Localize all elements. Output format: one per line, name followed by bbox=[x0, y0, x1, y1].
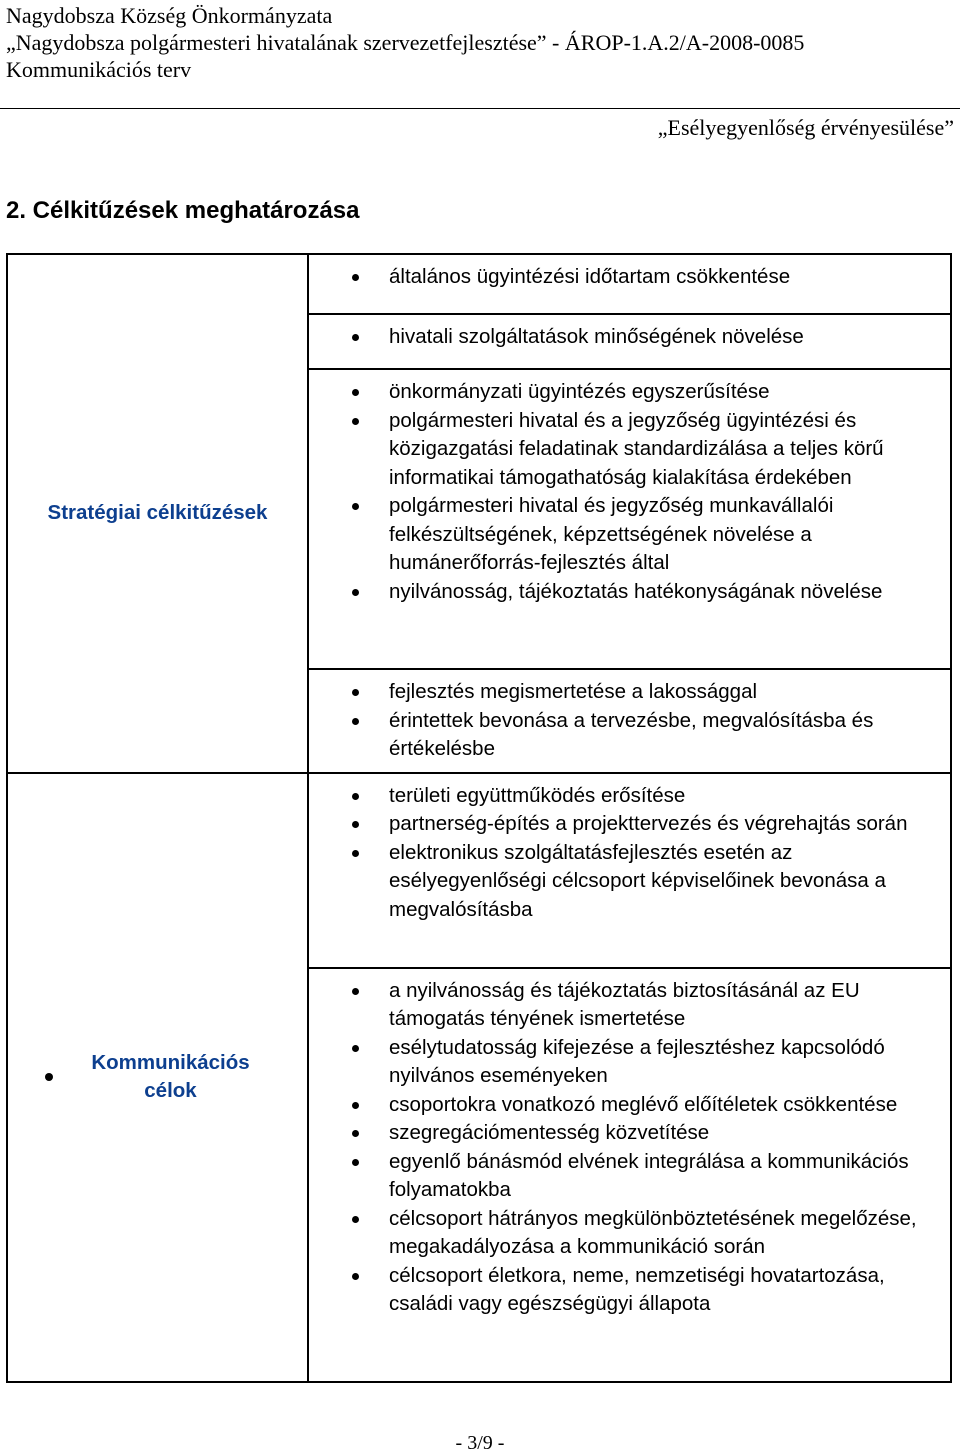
goal-list-item: hivatali szolgáltatások minőségének növelése bbox=[309, 323, 942, 352]
group1-cell bbox=[308, 254, 951, 314]
goal-list-item: polgármesteri hivatal és jegyzőség munkavállalói felkészültségének, képzettségének növelése a humánerőforrás-fejlesztés által bbox=[309, 492, 942, 578]
group5-cell bbox=[308, 773, 951, 968]
group2-list bbox=[309, 315, 950, 360]
header-organization: Nagydobsza Község Önkormányzata bbox=[6, 3, 333, 28]
strategic-goals-label-text: Stratégiai célkitűzések bbox=[47, 501, 268, 525]
goal-list-item: érintettek bevonása a tervezésbe, megvalósításba és értékelésbe bbox=[309, 707, 942, 764]
communication-goals-label-text: Kommunikációs célok bbox=[91, 1051, 250, 1102]
section-title: 2. Célkitűzések meghatározása bbox=[6, 197, 360, 224]
group4-list bbox=[309, 670, 950, 772]
goal-list-item: partnerség-építés a projekttervezés és végrehajtás során bbox=[309, 810, 942, 839]
goal-list-item: célcsoport hátrányos megkülönböztetésének megelőzése, megakadályozása a kommunikáció során bbox=[309, 1205, 942, 1262]
goal-list-item: területi együttműködés erősítése bbox=[309, 782, 942, 811]
header-divider bbox=[0, 108, 960, 109]
bullet-icon bbox=[45, 1073, 53, 1081]
goal-list-item: szegregációmentesség közvetítése bbox=[309, 1119, 942, 1148]
group2-cell bbox=[308, 314, 951, 369]
goals-table bbox=[6, 253, 952, 1383]
header-project-title: „Nagydobsza polgármesteri hivatalának szervezetfejlesztése” - ÁROP-1.A.2/A-2008-0085 bbox=[6, 30, 805, 55]
group5-list bbox=[309, 774, 950, 933]
goal-list-item: általános ügyintézési időtartam csökkentése bbox=[309, 263, 942, 292]
goal-list-item: esélytudatosság kifejezése a fejlesztéshez kapcsolódó nyilvános eseményeken bbox=[309, 1034, 942, 1091]
group6-list bbox=[309, 969, 950, 1327]
group3-cell bbox=[308, 369, 951, 669]
goal-list-item: polgármesteri hivatal és a jegyzőség ügyintézési és közigazgatási feladatinak standardizálása a teljes körű informatikai támogathatóság kialakítása érdekében bbox=[309, 407, 942, 493]
subtitle: „Esélyegyenlőség érvényesülése” bbox=[657, 115, 954, 140]
header-document-type: Kommunikációs terv bbox=[6, 57, 192, 82]
goal-list-item: nyilvánosság, tájékoztatás hatékonyságának növelése bbox=[309, 578, 942, 607]
group6-cell bbox=[308, 968, 951, 1382]
goal-list-item: önkormányzati ügyintézés egyszerűsítése bbox=[309, 378, 942, 407]
strategic-goals-label bbox=[7, 254, 308, 773]
goal-list-item: egyenlő bánásmód elvének integrálása a kommunikációs folyamatokba bbox=[309, 1148, 942, 1205]
document-header bbox=[6, 2, 804, 83]
goal-list-item: elektronikus szolgáltatásfejlesztés esetén az esélyegyenlőségi célcsoport képviselőinek bevonása a megvalósításba bbox=[309, 839, 942, 925]
group1-list bbox=[309, 255, 950, 300]
communication-goals-label bbox=[7, 773, 308, 1382]
goal-list-item: fejlesztés megismertetése a lakossággal bbox=[309, 678, 942, 707]
goal-list-item: a nyilvánosság és tájékoztatás biztosításánál az EU támogatás tényének ismertetése bbox=[309, 977, 942, 1034]
goal-list-item: csoportokra vonatkozó meglévő előítéletek csökkentése bbox=[309, 1091, 942, 1120]
group4-cell bbox=[308, 669, 951, 773]
goal-list-item: célcsoport életkora, neme, nemzetiségi hovatartozása, családi vagy egészségügyi állapota bbox=[309, 1262, 942, 1319]
page-number: - 3/9 - bbox=[455, 1432, 505, 1454]
group3-list bbox=[309, 370, 950, 614]
